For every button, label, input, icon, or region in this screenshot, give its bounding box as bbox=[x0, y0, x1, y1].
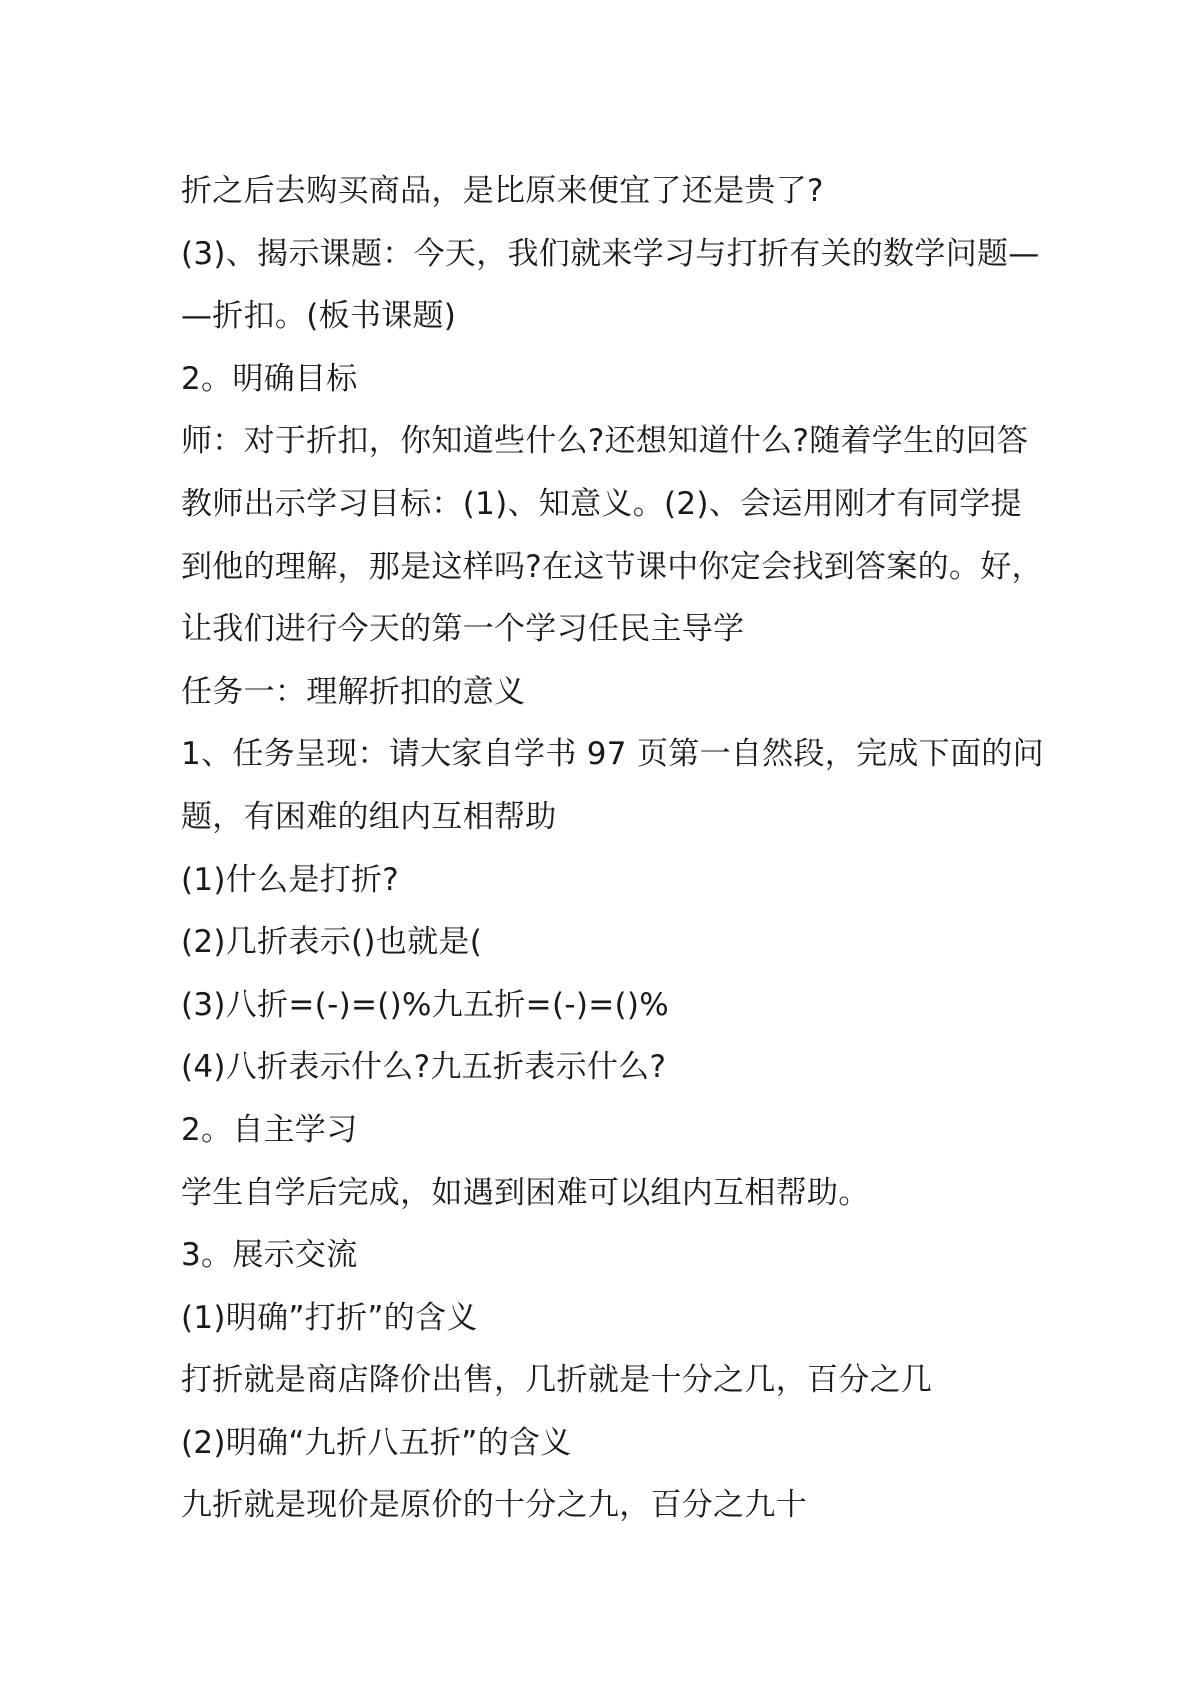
question-item: (1)什么是打折? bbox=[181, 861, 400, 898]
document-body bbox=[181, 160, 1044, 1537]
text-line: 折之后去购买商品，是比原来便宜了还是贵了? bbox=[181, 173, 824, 209]
section-heading: 任务一：理解折扣的意义 bbox=[181, 673, 526, 710]
question-item: (4)八折表示什么?九五折表示什么? bbox=[181, 1049, 667, 1086]
section-heading: 2。明确目标 bbox=[181, 360, 358, 397]
text-line: 打折就是商店降价出售，几折就是十分之几，百分之几 bbox=[181, 1362, 933, 1399]
text-line: 1、任务呈现：请大家自学书 97 页第一自然段，完成下面的问 bbox=[181, 736, 1044, 773]
subsection-heading: (2)明确“九折八五折”的含义 bbox=[181, 1424, 572, 1461]
text-line: 教师出示学习目标：(1)、知意义。(2)、会运用刚才有同学提 bbox=[181, 485, 1022, 522]
question-item: (2)几折表示()也就是( bbox=[181, 924, 483, 961]
text-line: 到他的理解，那是这样吗?在这节课中你定会找到答案的。好， bbox=[181, 548, 1043, 585]
text-line: (3)、揭示课题：今天，我们就来学习与打折有关的数学问题— bbox=[181, 235, 1040, 272]
subsection-heading: (1)明确”打折”的含义 bbox=[181, 1299, 478, 1336]
text-line: 师：对于折扣，你知道些什么?还想知道什么?随着学生的回答 bbox=[181, 423, 1029, 460]
text-line: 学生自学后完成，如遇到困难可以组内互相帮助。 bbox=[181, 1174, 870, 1211]
section-heading: 2。自主学习 bbox=[181, 1111, 358, 1148]
text-line: 题，有困难的组内互相帮助 bbox=[181, 798, 557, 835]
question-item: (3)八折=(-)=()%九五折=(-)=()% bbox=[181, 986, 670, 1023]
text-line: —折扣。(板书课题) bbox=[181, 298, 457, 335]
section-heading: 3。展示交流 bbox=[181, 1237, 358, 1274]
text-line: 九折就是现价是原价的十分之九，百分之九十 bbox=[181, 1487, 807, 1524]
text-line: 让我们进行今天的第一个学习任民主导学 bbox=[181, 611, 745, 648]
